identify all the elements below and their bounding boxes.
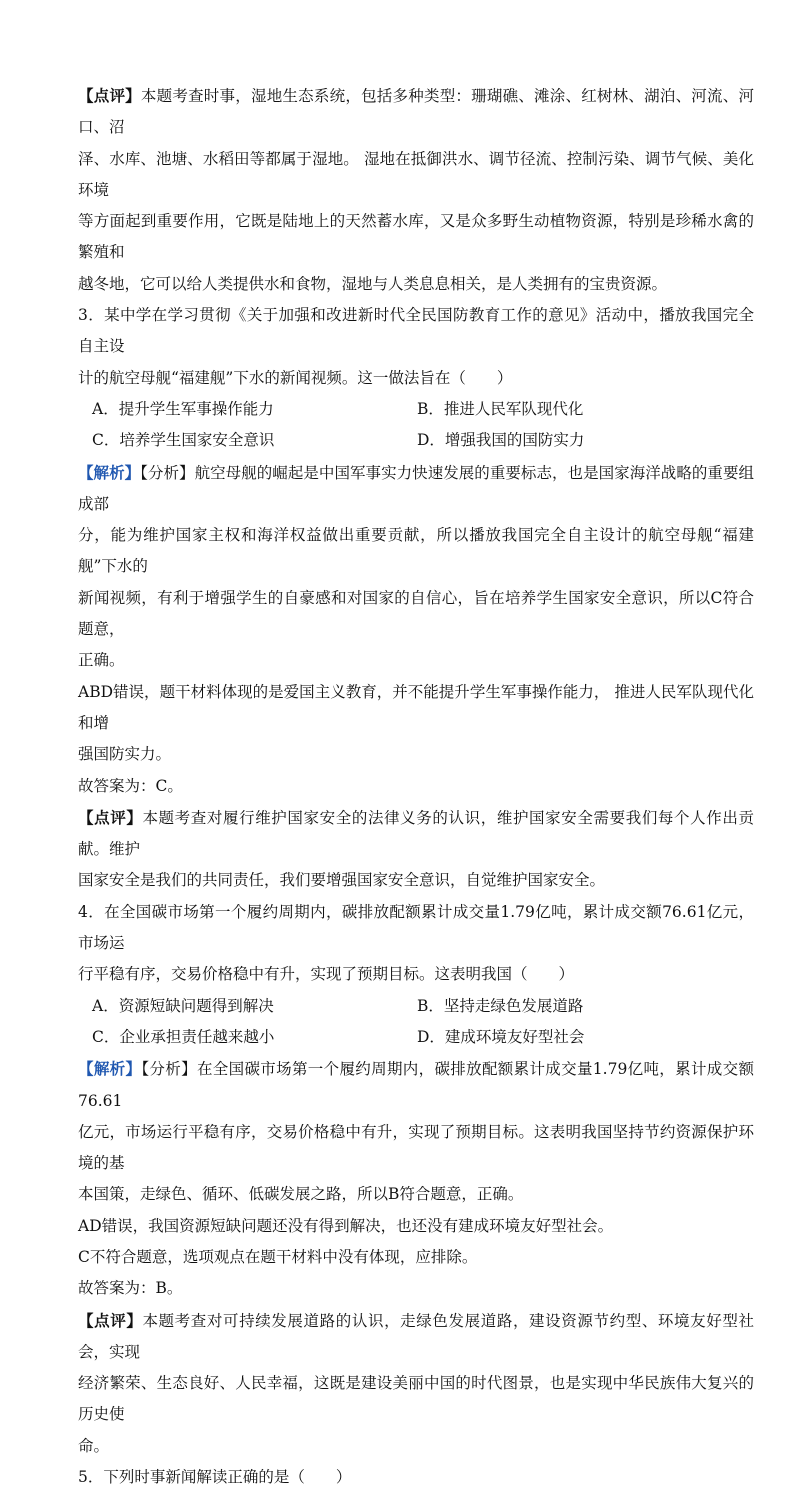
- question-5: [78, 1462, 754, 1493]
- option-d: D．建成环境友好型社会: [417, 1027, 585, 1046]
- analysis-tag: 【解析】: [78, 462, 141, 482]
- options-row: [78, 425, 754, 456]
- question-stem-line: 3．某中学在学习贯彻《关于加强和改进新时代全民国防教育工作的意见》活动中，播放我国完全自主设: [78, 306, 754, 356]
- text-line: 本题考查对履行维护国家安全的法律义务的认识，维护国家安全需要我们每个人作出贡献。维护: [78, 808, 754, 859]
- document-page: [78, 80, 754, 1493]
- text-line: 命。: [78, 1436, 110, 1455]
- text-line: 正确。: [78, 651, 125, 670]
- option-c: C．企业承担责任越来越小: [92, 1027, 275, 1046]
- option-b: B．坚持走绿色发展道路: [417, 996, 584, 1015]
- question-stem-line: 行平稳有序，交易价格稳中有升，实现了预期目标。这表明我国（ ）: [78, 965, 575, 984]
- question-3: [78, 300, 754, 897]
- comment-tag: 【点评】: [78, 86, 141, 105]
- options-row: [78, 394, 754, 425]
- question-stem-line: 4．在全国碳市场第一个履约周期内，碳排放配额累计成交量1.79亿吨，累计成交额76.61亿元，市场运: [78, 902, 754, 953]
- question-4: [78, 897, 754, 1462]
- text-line: 泽、水库、池塘、水稻田等都属于湿地。 湿地在抵御洪水、调节径流、控制污染、调节气候、美化环境: [78, 149, 754, 199]
- text-line: 经济繁荣、生态良好、人民幸福，这既是建设美丽中国的时代图景，也是实现中华民族伟大复兴的历史使: [78, 1374, 754, 1424]
- analysis-subtag: 【分析】: [141, 1060, 197, 1079]
- analysis-tag: 【解析】: [78, 1059, 142, 1079]
- text-line: AD错误，我国资源短缺问题还没有得到解决，也还没有建成环境友好型社会。: [78, 1216, 614, 1235]
- options-row: [78, 1022, 754, 1053]
- answer-line: 故答案为：B。: [78, 1279, 183, 1298]
- text-line: 分，能为维护国家主权和海洋权益做出重要贡献，所以播放我国完全自主设计的航空母舰“福建舰”下水的: [78, 526, 754, 576]
- question-stem-line: 计的航空母舰“福建舰”下水的新闻视频。这一做法旨在（ ）: [78, 368, 513, 387]
- text-line: 国家安全是我们的共同责任，我们要增强国家安全意识，自觉维护国家安全。: [78, 871, 606, 890]
- answer-line: 故答案为：C。: [78, 776, 183, 795]
- option-a: A．提升学生军事操作能力: [92, 399, 274, 418]
- text-line: ABD错误，题干材料体现的是爱国主义教育，并不能提升学生军事操作能力， 推进人民军队现代化和增: [78, 682, 754, 732]
- question-stem-line: 5．下列时事新闻解读正确的是（ ）: [78, 1468, 352, 1487]
- text-line: 航空母舰的崛起是中国军事实力快速发展的重要标志，也是国家海洋战略的重要组成部: [78, 463, 754, 513]
- option-c: C．培养学生国家安全意识: [92, 431, 275, 450]
- text-line: 强国防实力。: [78, 745, 172, 764]
- text-line: 本题考查对可持续发展道路的认识，走绿色发展道路，建设资源节约型、环境友好型社会，实现: [78, 1311, 754, 1361]
- analysis-subtag: 【分析】: [140, 463, 195, 482]
- text-line: C不符合题意，选项观点在题干材料中没有体现，应排除。: [78, 1247, 478, 1266]
- text-line: 在全国碳市场第一个履约周期内，碳排放配额累计成交量1.79亿吨，累计成交额76.61: [78, 1060, 754, 1110]
- text-line: 本题考查时事，湿地生态系统，包括多种类型：珊瑚礁、滩涂、红树林、湖泊、河流、河口、沼: [78, 87, 754, 137]
- option-b: B．推进人民军队现代化: [417, 399, 584, 418]
- options-row: [78, 991, 754, 1022]
- text-line: 新闻视频，有利于增强学生的自豪感和对国家的自信心，旨在培养学生国家安全意识，所以C符合题意，: [78, 588, 754, 639]
- comment-tag: 【点评】: [78, 807, 143, 827]
- option-a: A．资源短缺问题得到解决: [92, 996, 274, 1015]
- text-line: 亿元，市场运行平稳有序，交易价格稳中有升，实现了预期目标。这表明我国坚持节约资源保护环境的基: [78, 1122, 754, 1173]
- text-line: 等方面起到重要作用，它既是陆地上的天然蓄水库，又是众多野生动植物资源，特别是珍稀水禽的繁殖和: [78, 212, 754, 262]
- option-d: D．增强我国的国防实力: [417, 431, 585, 450]
- text-line: 本国策，走绿色、循环、低碳发展之路，所以B符合题意，正确。: [78, 1185, 524, 1204]
- q2-comment: [78, 80, 754, 300]
- text-line: 越冬地，它可以给人类提供水和食物，湿地与人类息息相关，是人类拥有的宝贵资源。: [78, 274, 668, 293]
- comment-tag: 【点评】: [78, 1310, 143, 1330]
